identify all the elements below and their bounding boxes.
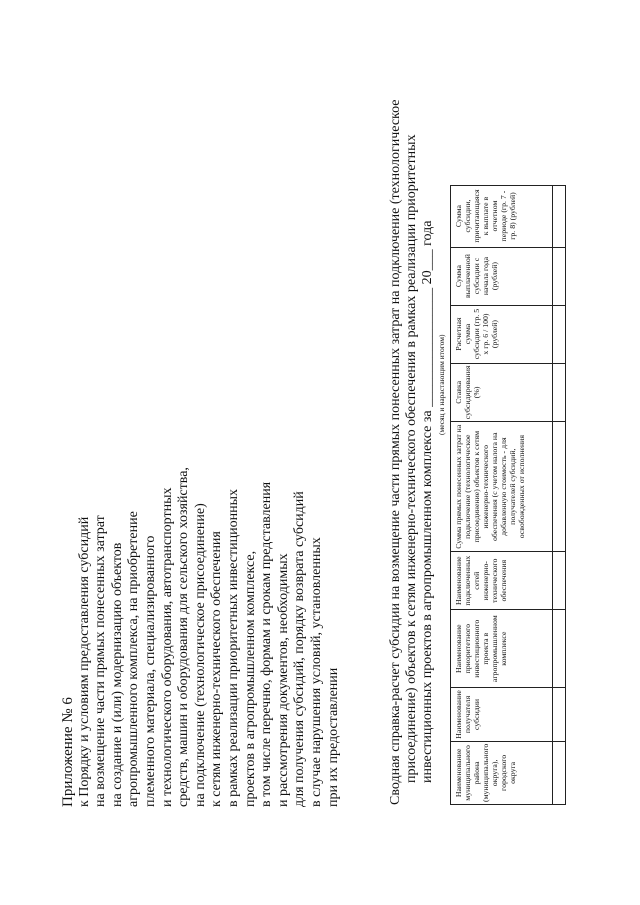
col-header-costs: Сумма прямых понесенных затрат на подключение (технологическое присоединение) объектов к сетям инженерно-технического обеспечения (с учетом налога на добавленную стоимость - для получателей субсидий, освобожденных от исполнения bbox=[451, 422, 553, 552]
col-header-project: Наименование приоритетного инвестиционного проекта в агропромышленном комплексе bbox=[451, 610, 553, 688]
appendix-line: племенного материала, специализированного bbox=[142, 535, 158, 807]
col-header-calculated-sum: Расчетная сумма субсидии (гр. 5 x гр. 6 / 100) (рублей) bbox=[451, 305, 553, 363]
appendix-line: к Порядку и условиям предоставления субсидий bbox=[76, 516, 92, 807]
appendix-line: агропромышленного комплекса, на приобретение bbox=[126, 511, 142, 807]
appendix-line: в случае нарушения условий, установленных bbox=[308, 537, 324, 807]
appendix-block bbox=[60, 87, 342, 807]
col-header-rate: Ставка субсидирования (%) bbox=[451, 363, 553, 422]
col-header-paid-sum: Сумма выплаченной субсидии с начала года (рублей) bbox=[451, 247, 553, 305]
appendix-line: в рамках реализации приоритетных инвестиционных bbox=[225, 488, 241, 807]
appendix-line: средств, машин и оборудования для сельского хозяйства, bbox=[176, 467, 192, 807]
col-header-networks: Наименование подключенных сетей инженерно-технического обеспечения bbox=[451, 552, 553, 610]
table-cell bbox=[553, 610, 566, 688]
col-header-municipality: Наименование муниципального района (муниципального округа), городского округа bbox=[451, 741, 553, 804]
appendix-title: Приложение № 6 bbox=[60, 697, 76, 807]
appendix-line: и рассмотрения документов, необходимых bbox=[275, 553, 291, 807]
table-cell bbox=[553, 552, 566, 610]
table-cell bbox=[553, 422, 566, 552]
col-header-recipient: Наименование получателя субсидии bbox=[451, 688, 553, 742]
table-cell bbox=[553, 688, 566, 742]
appendix-line: в том числе перечню, формам и срокам представления bbox=[259, 481, 275, 807]
table-row bbox=[553, 185, 566, 804]
subsidy-table bbox=[450, 185, 566, 805]
appendix-line: на подключение (технологическое присоединение) bbox=[192, 503, 208, 807]
appendix-line: и технологического оборудования, автотранспортных bbox=[159, 487, 175, 807]
summary-line: инвестиционных проектов в агропромышленном комплексе за _________________ 20___ года bbox=[420, 220, 435, 783]
table-cell bbox=[553, 741, 566, 804]
table-cell bbox=[553, 305, 566, 363]
table-cell bbox=[553, 363, 566, 422]
summary-line: Сводная справка-расчет субсидии на возмещение части прямых понесенных затрат на подключение (технологическое bbox=[388, 99, 403, 805]
table-header-row bbox=[451, 185, 553, 804]
summary-line: присоединение) объектов к сетям инженерно-технического обеспечения в рамках реализации приоритетных bbox=[404, 134, 419, 783]
appendix-line: на создание и (или) модернизацию объектов bbox=[109, 542, 125, 807]
appendix-line: для получения субсидий, порядку возврата субсидий bbox=[292, 491, 308, 807]
appendix-line: при их предоставлении bbox=[325, 667, 341, 807]
table-cell bbox=[553, 185, 566, 247]
col-header-due-sum: Сумма субсидии, причитающаяся к выплате в отчетном периоде (гр. 7 - гр. 8) (рублей) bbox=[451, 185, 553, 247]
appendix-line: проектов в агропромышленном комплексе, bbox=[242, 550, 258, 807]
table-cell bbox=[553, 247, 566, 305]
summary-title bbox=[388, 25, 436, 805]
appendix-line: на возмещение части прямых понесенных затрат bbox=[93, 515, 109, 807]
period-note: (месяц и нарастающим итогом) bbox=[437, 334, 446, 435]
appendix-line: к сетям инженерно-технического обеспечения bbox=[209, 531, 225, 807]
